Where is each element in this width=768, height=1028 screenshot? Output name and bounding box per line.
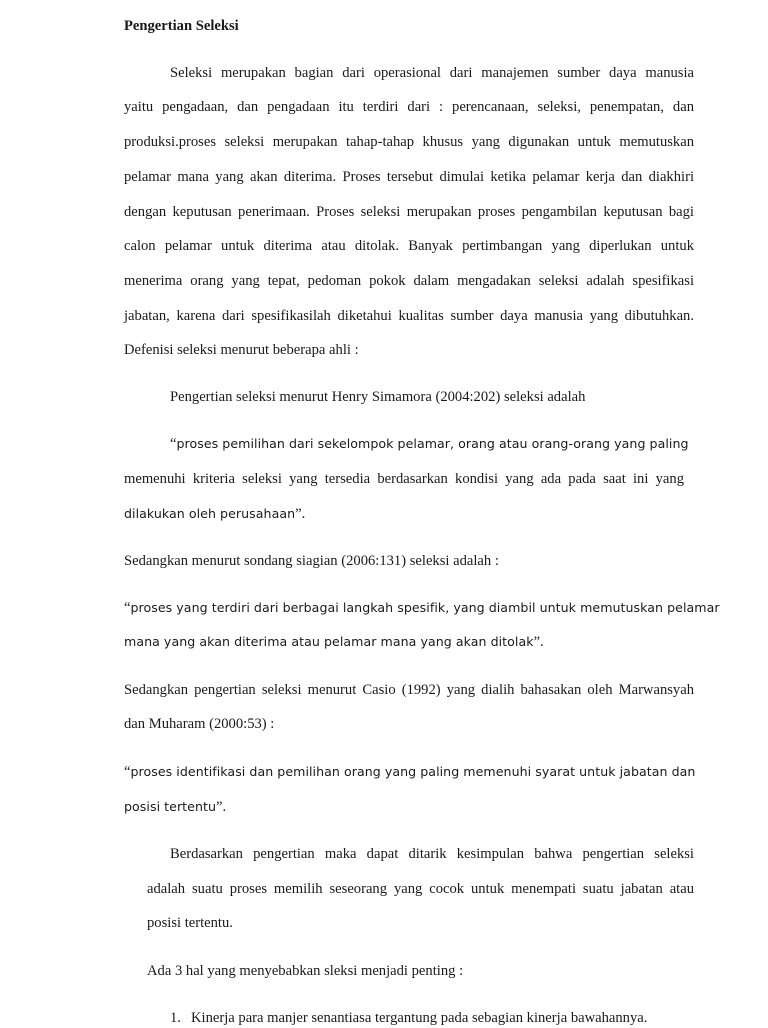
paragraph-5-line-1: Berdasarkan pengertian maka dapat ditarik kesimpulan bahwa pengertian seleksi <box>170 846 694 862</box>
paragraph-4-line-1: Sedangkan pengertian seleksi menurut Casio (1992) yang dialih bahasakan oleh Marwansyah <box>124 682 694 698</box>
paragraph-1-line-1: Seleksi merupakan bagian dari operasional dari manajemen sumber daya manusia <box>170 65 694 81</box>
paragraph-1-line-5: dengan keputusan penerimaan. Proses seleksi merupakan proses pengambilan keputusan bagi <box>124 204 694 220</box>
quote-2-line-1-text: proses yang terdiri dari berbagai langkah spesifik, yang diambil untuk memutuskan pelamar <box>130 600 720 615</box>
quote-3-line-2-text: posisi tertentu <box>124 799 217 814</box>
list-item-text: Kinerja para manjer senantiasa tergantung pada sebagian kinerja bawahannya. <box>191 1010 648 1026</box>
quote-3-open-mark: “ <box>124 764 131 780</box>
quote-1-line-3 <box>124 504 305 524</box>
quote-2-line-1 <box>124 598 720 618</box>
quote-2-line-2-text: mana yang akan diterima atau pelamar mana yang akan ditolak <box>124 634 534 649</box>
paragraph-1-line-6: calon pelamar untuk diterima atau ditolak. Banyak pertimbangan yang diperlukan untuk <box>124 238 694 254</box>
paragraph-5-line-2: adalah suatu proses memilih seseorang yang cocok untuk menempati suatu jabatan atau <box>147 881 694 897</box>
paragraph-1-line-7: menerima orang yang tepat, pedoman pokok dalam mengadakan seleksi adalah spesifikasi <box>124 273 694 289</box>
section-heading: Pengertian Seleksi <box>124 18 239 34</box>
paragraph-1-line-4: pelamar mana yang akan diterima. Proses tersebut dimulai ketika pelamar kerja dan diakhiri <box>124 169 694 185</box>
paragraph-1-line-3: produksi.proses seleksi merupakan tahap-tahap khusus yang digunakan untuk memutuskan <box>124 134 694 150</box>
quote-1-line-2: memenuhi kriteria seleksi yang tersedia berdasarkan kondisi yang ada pada saat ini yang <box>124 471 684 487</box>
paragraph-3: Sedangkan menurut sondang siagian (2006:131) seleksi adalah : <box>124 553 499 569</box>
quote-3-line-2 <box>124 797 226 817</box>
quote-1-open-mark: “ <box>170 436 177 452</box>
list-item-number: 1. <box>170 1010 181 1026</box>
quote-1-line-1-text: proses pemilihan dari sekelompok pelamar, orang atau orang-orang yang paling <box>176 436 689 451</box>
paragraph-5-line-3: posisi tertentu. <box>147 915 233 931</box>
list-item <box>170 1008 647 1028</box>
quote-1-line-3-text: dilakukan oleh perusahaan <box>124 506 296 521</box>
quote-1-line-1 <box>170 434 689 454</box>
paragraph-2: Pengertian seleksi menurut Henry Simamora (2004:202) seleksi adalah <box>170 389 586 405</box>
quote-1-close-mark: ”. <box>295 506 306 522</box>
paragraph-4-line-2: dan Muharam (2000:53) : <box>124 716 275 732</box>
quote-3-line-1 <box>124 762 694 782</box>
quote-2-open-mark: “ <box>124 600 131 616</box>
paragraph-1-line-2: yaitu pengadaan, dan pengadaan itu terdiri dari : perencanaan, seleksi, penempatan, dan <box>124 99 694 115</box>
paragraph-1-line-8: jabatan, karena dari spesifikasilah diketahui kualitas sumber daya manusia yang dibutuhkan. <box>124 308 694 324</box>
quote-3-close-mark: ”. <box>216 799 227 815</box>
quote-2-close-mark: ”. <box>533 634 544 650</box>
paragraph-6: Ada 3 hal yang menyebabkan sleksi menjadi penting : <box>147 963 464 979</box>
paragraph-1-line-9: Defenisi seleksi menurut beberapa ahli : <box>124 342 359 358</box>
quote-2-line-2 <box>124 632 544 652</box>
quote-3-line-1-text: proses identifikasi dan pemilihan orang yang paling memenuhi syarat untuk jabatan dan <box>130 764 696 779</box>
